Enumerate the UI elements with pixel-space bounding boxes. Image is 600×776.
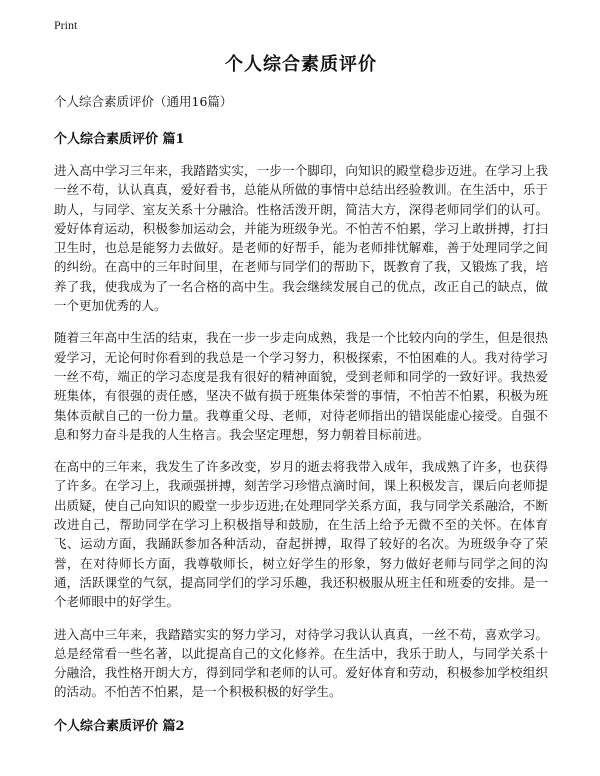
document-subtitle: 个人综合素质评价（通用16篇） xyxy=(54,94,233,109)
paragraph: 在高中的三年来，我发生了许多改变，岁月的逝去将我带入成年，我成熟了许多，也获得了许多。在学习上，我顽强拼搏，刻苦学习珍惜点滴时间，课上积极发言，课后向老师提出质疑，使自己向知识的殿堂一步步迈进;在处理同学关系方面，我与同学关系融洽，不断改进自己，帮助同学在学习上积极指导和鼓励，在生活上给予无微不至的关怀。在体育飞、运动方面，我踊跃参加各种活动，奋起拼搏，取得了较好的名次。为班级争夺了荣誉，在对待师长方面，我尊敬师长，树立好学生的形象，努力做好老师与同学之间的沟通，活跃课堂的气氛，提高同学们的学习乐趣，我还积极服从班主任和班委的安排。是一个老师眼中的好学生。 xyxy=(54,459,548,610)
page-title: 个人综合素质评价 xyxy=(225,54,377,75)
print-link[interactable]: Print xyxy=(54,18,78,32)
paragraph: 进入高中三年来，我踏踏实实的努力学习，对待学习我认认真真，一丝不苟，喜欢学习。总是经常看一些名著，以此提高自己的文化修养。在生活中，我乐于助人，与同学关系十分融洽，我性格开朗大方，得到同学和老师的认可。爱好体育和劳动，积极参加学校组织的活动。不怕苦不怕累，是一个积极积极的好学生。 xyxy=(54,626,548,700)
section-heading-1: 个人综合素质评价 篇1 xyxy=(54,132,185,147)
section-heading-2: 个人综合素质评价 篇2 xyxy=(54,718,185,734)
paragraph: 进入高中学习三年来，我踏踏实实，一步一个脚印，向知识的殿堂稳步迈进。在学习上我一丝不苟，认认真真，爱好看书，总能从所做的事情中总结出经验教训。在生活中，乐于助人，与同学、室友关系十分融洽。性格活泼开朗，简洁大方，深得老师同学们的认可。爱好体育运动，积极参加运动会，并能为班级争光。不怕苦不怕累，学习上敢拼搏，打扫卫生时，也总是能努力去做好。是老师的好帮手，能为老师排忧解难，善于处理同学之间的纠纷。在高中的三年时间里，在老师与同学们的帮助下，既教育了我，又锻炼了我，培养了我，使我成为了一名合格的高中生。我会继续发展自己的优点，改正自己的缺点，做一个更加优秀的人。 xyxy=(54,163,548,314)
document-page xyxy=(54,50,548,748)
paragraph: 随着三年高中生活的结束，我在一步一步走向成熟，我是一个比较内向的学生，但是很热爱学习，无论何时你看到的我总是一个学习努力，积极探索，不怕困难的人。我对待学习一丝不苟，端正的学习态度是我有很好的精神面貌，受到老师和同学的一致好评。我热爱班集体，有很强的责任感，坚决不做有损于班集体荣誉的事情，不怕苦不怕累，积极为班集体贡献自己的一份力量。我尊重父母、老师，对待老师指出的错误能虚心接受。自强不息和努力奋斗是我的人生格言。我会坚定理想，努力朝着目标前进。 xyxy=(54,330,548,442)
